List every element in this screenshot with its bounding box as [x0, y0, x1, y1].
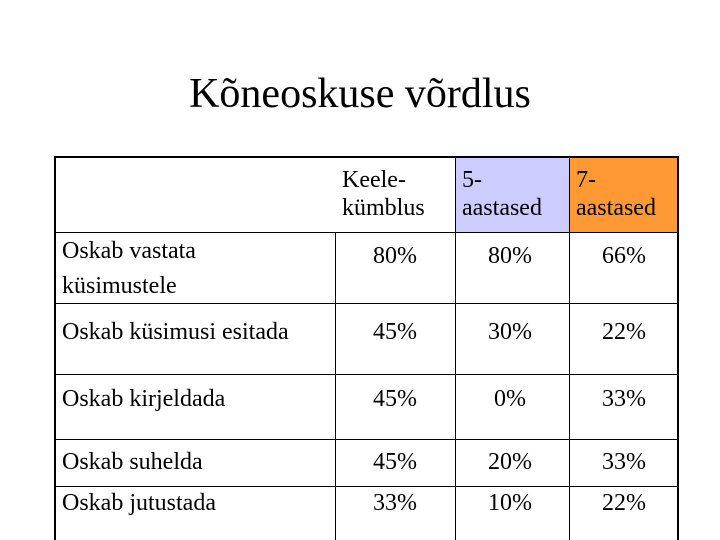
table-cell: 20%	[488, 449, 532, 475]
row-label: Oskab vastata	[62, 238, 196, 264]
table-cell: 80%	[488, 243, 532, 269]
column-divider	[455, 158, 456, 540]
header-5-line2: aastased	[462, 195, 542, 221]
row-divider	[54, 374, 679, 375]
column-divider	[335, 232, 336, 540]
header-5-line1: 5-	[462, 167, 482, 193]
table-cell: 33%	[373, 490, 417, 516]
row-label: Oskab kirjeldada	[62, 386, 226, 412]
row-label: Oskab jutustada	[62, 490, 216, 516]
header-cell-immersion	[342, 158, 455, 232]
row-divider	[54, 232, 679, 233]
row-divider	[54, 439, 679, 440]
header-7-line2: aastased	[576, 195, 656, 221]
header-7-line1: 7-	[576, 167, 596, 193]
table-cell: 10%	[488, 490, 532, 516]
header-cell-5-year-olds	[456, 158, 569, 232]
row-label: Oskab suhelda	[62, 449, 203, 475]
row-label: küsimustele	[62, 273, 177, 299]
table-cell: 66%	[602, 243, 646, 269]
header-immersion-line2: kümblus	[342, 195, 425, 221]
header-immersion-line1: Keele-	[342, 167, 406, 193]
table-cell: 22%	[602, 319, 646, 345]
column-divider	[569, 158, 570, 540]
table-cell: 45%	[373, 386, 417, 412]
slide-title: Kõneoskuse võrdlus	[189, 71, 531, 117]
table-cell: 45%	[373, 449, 417, 475]
table-cell: 0%	[494, 386, 526, 412]
table-cell: 30%	[488, 319, 532, 345]
row-label: Oskab küsimusi esitada	[62, 319, 289, 345]
table-cell: 22%	[602, 490, 646, 516]
table-cell: 33%	[602, 386, 646, 412]
table-cell: 45%	[373, 319, 417, 345]
header-cell-7-year-olds	[570, 158, 677, 232]
row-divider	[54, 303, 679, 304]
table-cell: 33%	[602, 449, 646, 475]
table-cell: 80%	[373, 243, 417, 269]
